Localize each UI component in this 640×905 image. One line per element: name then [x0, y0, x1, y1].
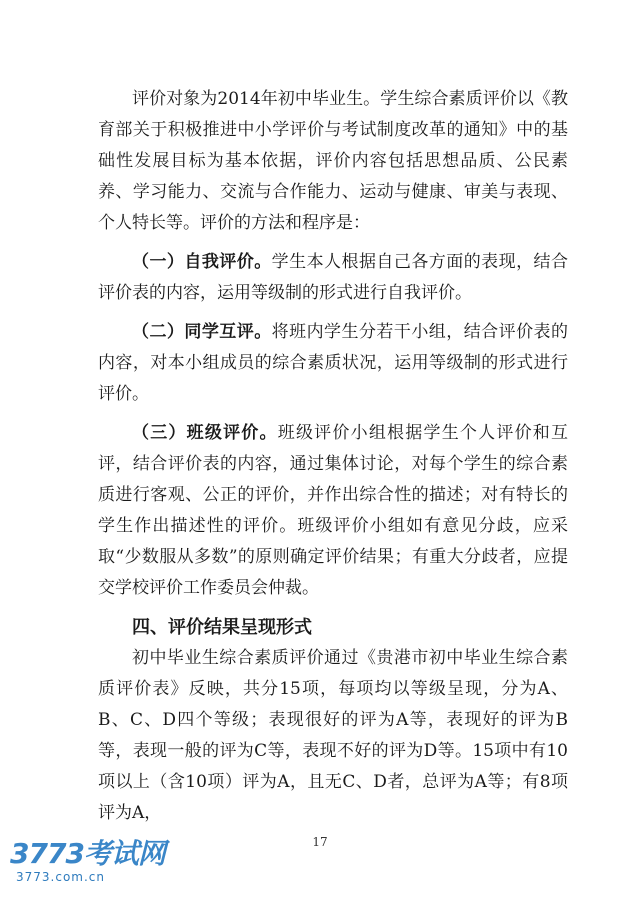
site-watermark-logo: [10, 838, 190, 898]
watermark-url: 3773.com.cn: [16, 870, 105, 884]
page-number: 17: [312, 835, 328, 849]
item-class-evaluation: [98, 418, 568, 604]
watermark-title: 3773考试网: [10, 837, 165, 870]
item-lead: （三）班级评价。: [132, 423, 278, 443]
page-content: [98, 84, 568, 829]
item-self-evaluation: [98, 247, 568, 309]
item-lead: （二）同学互评。: [132, 322, 272, 342]
item-text: 班级评价小组根据学生个人评价和互评，结合评价表的内容，通过集体讨论，对每个学生的综合素质进行客观、公正的评价，并作出综合性的描述；对有特长的学生作出描述性的评价。班级评价小组如有意见分歧，应采取“少数服从多数”的原则确定评价结果；有重大分歧者，应提交学校评价工作委员会仲裁。: [98, 423, 569, 598]
intro-paragraph: 评价对象为2014年初中毕业生。学生综合素质评价以《教育部关于积极推进中小学评价与考试制度改革的通知》中的基础性发展目标为基本依据，评价内容包括思想品质、公民素养、学习能力、交流与合作能力、运动与健康、审美与表现、个人特长等。评价的方法和程序是：: [98, 89, 568, 233]
item-text: 学生本人根据自己各方面的表现，结合评价表的内容，运用等级制的形式进行自我评价。: [98, 252, 569, 303]
section-body: 初中毕业生综合素质评价通过《贵港市初中毕业生综合素质评价表》反映，共分15项，每项均以等级呈现，分为A、B、C、D四个等级；表现很好的评为A等，表现好的评为B等，表现一般的评为C等，表现不好的评为D等。15项中有10项以上（含10项）评为A，且无C、D者，总评为A等；有8项评为A，: [98, 648, 568, 823]
item-peer-evaluation: [98, 317, 568, 410]
section-heading: 四、评价结果呈现形式: [132, 617, 312, 638]
item-text: 将班内学生分若干小组，结合评价表的内容，对本小组成员的综合素质状况，运用等级制的形式进行评价。: [98, 322, 569, 404]
item-lead: （一）自我评价。: [132, 252, 272, 272]
